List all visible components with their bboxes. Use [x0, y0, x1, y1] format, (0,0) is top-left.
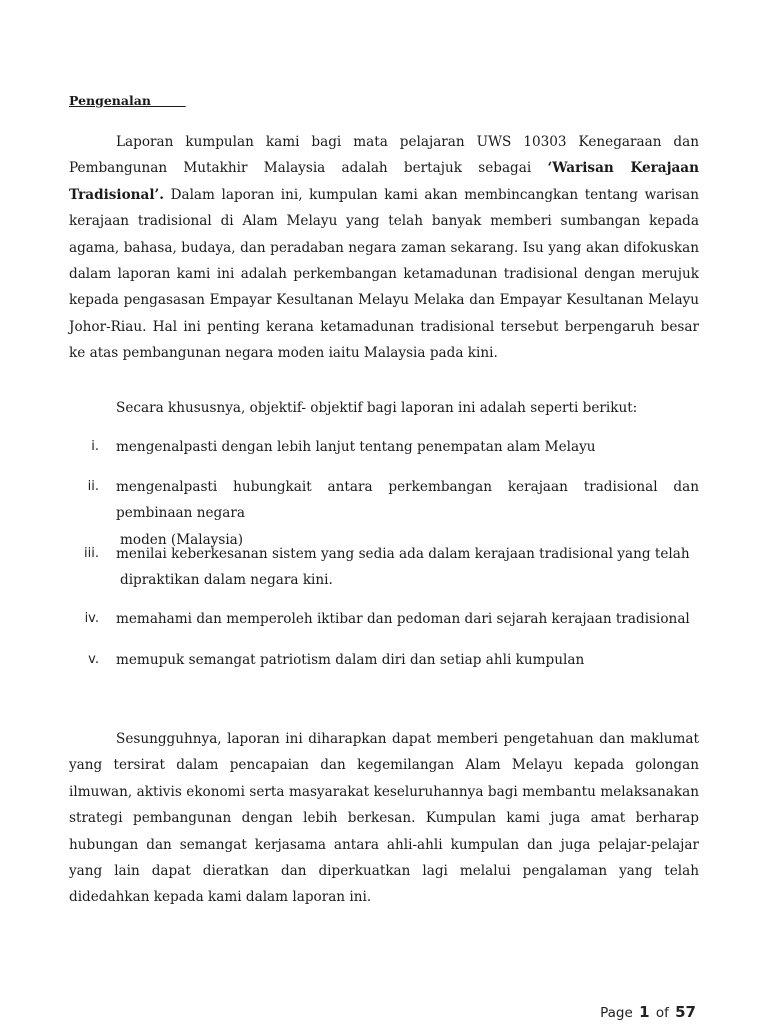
objective-text-line1: mengenalpasti hubungkait antara perkembangan kerajaan tradisional dan pembinaan negara — [116, 479, 699, 522]
section-heading: Pengenalan — [69, 93, 186, 108]
closing-paragraph: Sesungguhnya, laporan ini diharapkan dapat memberi pengetahuan dan maklumat yang tersirat dalam pencapaian dan kegemilangan Alam Melayu kepada golongan ilmuwan, aktivis ekonomi serta masyarakat keseluruhannya bagi membantu melaksanakan strategi pembangunan dengan lebih berkesan. Kumpulan kami juga amat berharap hubungan dan semangat kerjasama antara ahli-ahli kumpulan dan juga pelajar-pelajar yang lain dapat dieratkan dan diperkuatkan lagi melalui pengalaman yang telah didedahkan kepada kami dalam laporan ini. — [69, 731, 699, 906]
total-pages-number: 57 — [675, 1003, 696, 1021]
objective-text — [116, 647, 699, 673]
intro-paragraph-text-start: Laporan kumpulan kami bagi mata pelajaran UWS 10303 Kenegaraan dan Pembangunan Mutakhir Malaysia adalah bertajuk sebagai — [69, 134, 699, 177]
objective-text — [116, 606, 699, 632]
objectives-intro: Secara khususnya, objektif- objektif bagi laporan ini adalah seperti berikut: — [116, 400, 638, 416]
objective-text-line2: moden (Malaysia) — [120, 531, 244, 548]
objective-number: i. — [91, 439, 99, 454]
objective-text-line1: menilai keberkesanan sistem yang sedia ada dalam kerajaan tradisional yang telah — [116, 546, 690, 562]
objective-number: v. — [88, 652, 99, 667]
intro-paragraph-text-end: Dalam laporan ini, kumpulan kami akan membincangkan tentang warisan kerajaan tradisional di Alam Melayu yang telah banyak memberi sumbangan kepada agama, bahasa, budaya, dan peradaban negara zaman sekarang. Isu yang akan difokuskan dalam laporan kami ini adalah perkembangan ketamadunan tradisional dengan merujuk kepada pengasasan Empayar Kesultanan Melayu Melaka dan Empayar Kesultanan Melayu Johor-Riau. Hal ini penting kerana ketamadunan tradisional tersebut berpengaruh besar ke atas pembangunan negara moden iaitu Malaysia pada kini. — [69, 186, 699, 362]
objective-text — [116, 434, 699, 460]
current-page-number: 1 — [639, 1003, 650, 1021]
of-label: of — [655, 1005, 669, 1021]
objective-text-line1: memupuk semangat patriotism dalam diri dan setiap ahli kumpulan — [116, 652, 585, 668]
objective-number: iii. — [84, 546, 99, 561]
objective-text-line1: mengenalpasti dengan lebih lanjut tentang penempatan alam Melayu — [116, 439, 596, 455]
objective-text — [116, 541, 699, 594]
report-title-emphasis: ‘Warisan Kerajaan Tradisional’. — [69, 160, 699, 203]
objective-text-line1: memahami dan memperoleh iktibar dan pedoman dari sejarah kerajaan tradisional — [116, 611, 690, 627]
objective-text-line2: dipraktikan dalam negara kini. — [120, 572, 333, 589]
objective-number: iv. — [84, 611, 99, 626]
objective-number: ii. — [87, 479, 99, 494]
page-indicator — [600, 1003, 698, 1021]
intro-paragraph — [69, 129, 699, 367]
page-label: Page — [600, 1005, 633, 1021]
